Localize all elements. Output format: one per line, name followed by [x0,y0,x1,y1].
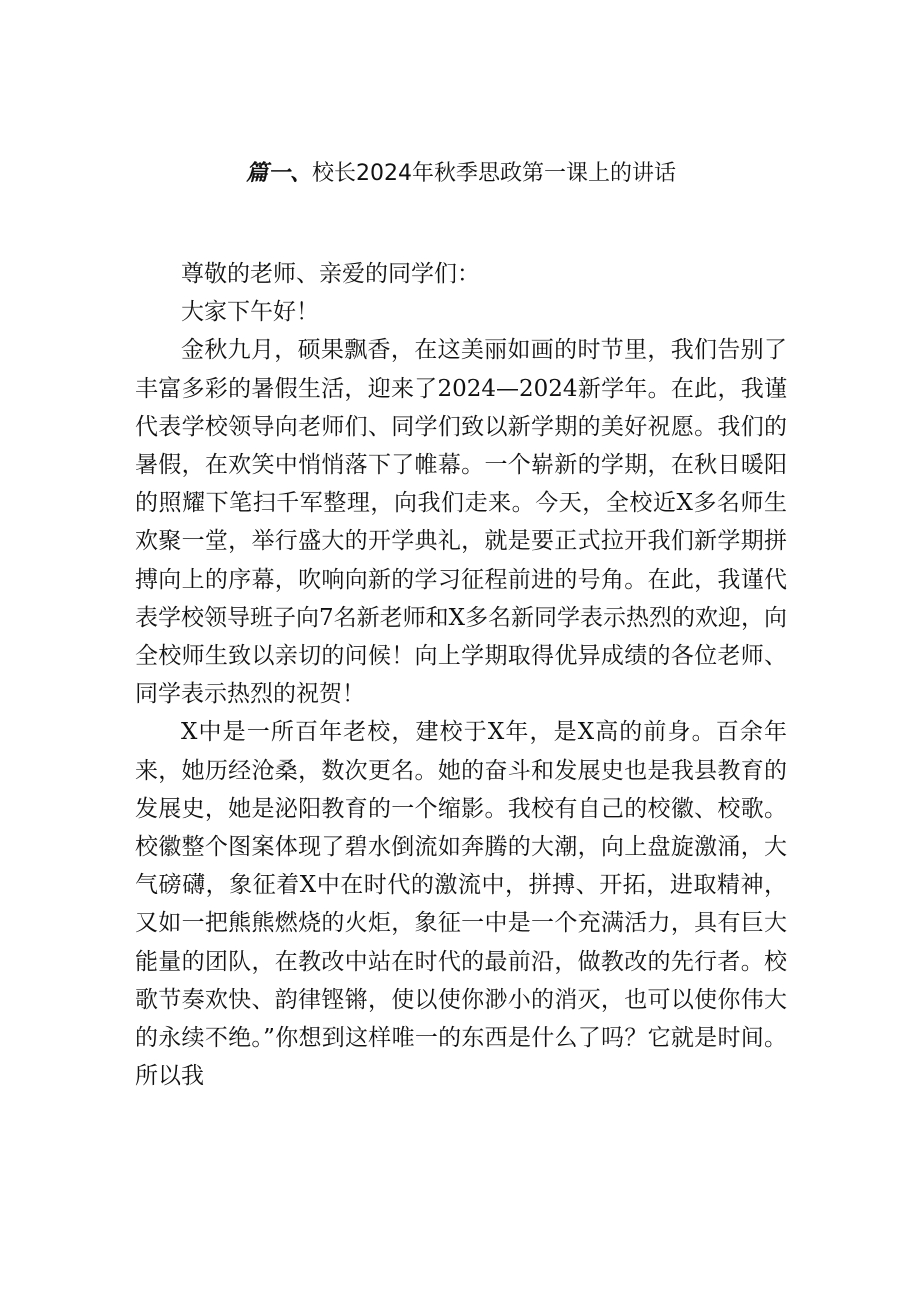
body-paragraph: 金秋九月，硕果飘香，在这美丽如画的时节里，我们告别了丰富多彩的暑假生活，迎来了2024—2024新学年。在此，我谨代表学校领导向老师们、同学们致以新学期的美好祝愿。我们的暑假，在欢笑中悄悄落下了帷幕。一个崭新的学期，在秋日暖阳的照耀下笔扫千军整理，向我们走来。今天，全校近X多名师生欢聚一堂，举行盛大的开学典礼，就是要正式拉开我们新学期拼搏向上的序幕，吹响向新的学习征程前进的号角。在此，我谨代表学校领导班子向7名新老师和X多名新同学表示热烈的欢迎，向全校师生致以亲切的问候！向上学期取得优异成绩的各位老师、同学表示热烈的祝贺！ [135,337,788,708]
salutation: 尊敬的老师、亲爱的同学们： [181,261,480,287]
document-title [135,156,787,192]
greeting: 大家下午好！ [181,299,319,326]
title-section-label: 篇一、 [245,161,312,186]
body-paragraph: X中是一所百年老校，建校于X年，是X高的前身。百余年来，她历经沧桑，数次更名。她的奋斗和发展史也是我县教育的发展史，她是泌阳教育的一个缩影。我校有自己的校徽、校歌。校徽整个图案体现了碧水倒流如奔腾的大潮，向上盘旋激涌，大气磅礴，象征着X中在时代的激流中，拼搏、开拓，进取精神，又如一把熊熊燃烧的火炬，象征一中是一个充满活力，具有巨大能量的团队，在教改中站在时代的最前沿，做教改的先行者。校歌节奏欢快、韵律铿锵，使以使你渺小的消灭，也可以使你伟大的永续不绝。”你想到这样唯一的东西是什么了吗？它就是时间。所以我 [135,719,787,1090]
document-body [135,255,787,1095]
title-text: 校长2024年秋季思政第一课上的讲话 [312,161,676,186]
